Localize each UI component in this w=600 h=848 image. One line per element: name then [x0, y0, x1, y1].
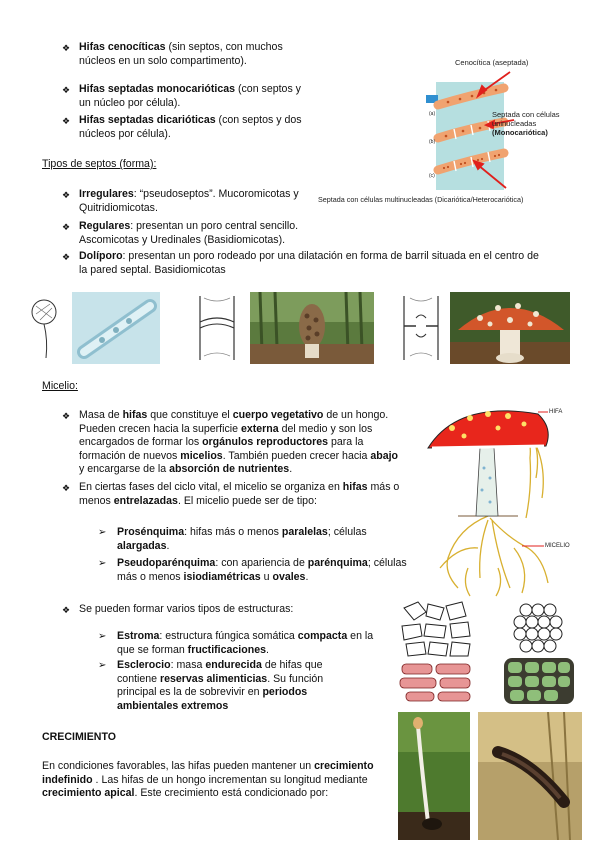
- tissue-prosenquima: Prosénquima: hifas más o menos paralelas; células alargadas.: [117, 526, 367, 552]
- hyphae-term: Hifas septadas monocarióticas: [79, 83, 236, 95]
- bullet-diamond-icon: ❖: [62, 190, 71, 200]
- bold-term: micelios: [180, 449, 223, 462]
- septa-term: Irregulares: [79, 188, 134, 200]
- hyphae-types-figure: [318, 50, 580, 210]
- hyphae-description: (con septos y un núcleo por célula).: [79, 83, 301, 109]
- bold-term: periodos ambientales extremos: [117, 686, 308, 712]
- label-monocariotica-1: Septada con células: [492, 110, 560, 119]
- micelio-heading: Micelio:: [42, 380, 78, 392]
- septa-term: Regulares: [79, 220, 131, 232]
- mark-b: (b): [429, 139, 436, 145]
- bold-term: crecimiento indefinido: [42, 760, 374, 786]
- dolipore-septum-drawing: [396, 292, 446, 364]
- mark-a: (a): [429, 111, 436, 117]
- septa-term: Dolíporo: [79, 250, 123, 262]
- crecimiento-paragraph: En condiciones favorables, las hifas pueden mantener un crecimiento indefinido . Las hifas de un hongo incrementan su longitud mediante crecimiento apical. Este crecimiento está condicionado por:: [42, 760, 374, 799]
- ergot-photo: [478, 712, 582, 840]
- structures-intro: Se pueden formar varios tipos de estructuras:: [79, 603, 294, 615]
- bold-term: endurecida: [205, 659, 262, 671]
- bullet-diamond-icon: ❖: [62, 605, 71, 615]
- prosenchyma-drawing: [396, 598, 478, 706]
- bold-term: Pseudoparénquima: [117, 557, 216, 569]
- bullet-diamond-icon: ❖: [62, 483, 71, 493]
- list-item: [79, 41, 319, 68]
- cordyceps-photo: [398, 712, 470, 840]
- hyphae-description: (con septos y dos núcleos por célula).: [79, 114, 302, 140]
- irregular-septum-photo: [72, 292, 160, 364]
- label-dicariotica: Septada con células multinucleadas (Dicariótica/Heterocariótica): [318, 195, 524, 204]
- bold-term: orgánulos reproductores: [202, 436, 329, 448]
- label-micelio: MICELIO: [545, 543, 570, 549]
- irregular-septum-drawing: [30, 292, 68, 360]
- bullet-diamond-icon: ❖: [62, 252, 71, 262]
- morel-photo: [250, 292, 374, 364]
- arrow-bullet-icon: ➢: [98, 660, 107, 671]
- regular-septum-drawing: [190, 292, 244, 364]
- bold-term: compacta: [297, 630, 348, 642]
- hyphae-term: Hifas septadas dicarióticas: [79, 114, 216, 126]
- bold-term: abajo: [370, 449, 398, 462]
- bold-term: isiodiamétricas: [183, 570, 261, 583]
- mark-c: (c): [429, 173, 435, 179]
- list-item: [79, 114, 304, 141]
- label-hifa: HIFA: [549, 409, 563, 415]
- bold-term: reservas alimenticias: [160, 672, 268, 685]
- arrow-bullet-icon: ➢: [98, 631, 107, 642]
- list-item: [79, 220, 347, 247]
- bold-term: entrelazadas: [113, 494, 178, 507]
- bold-term: paralelas: [281, 526, 328, 538]
- bullet-diamond-icon: ❖: [62, 222, 71, 232]
- septa-description: : “pseudoseptos”. Mucoromicotas y Quitridiomicotas.: [79, 188, 299, 214]
- bullet-diamond-icon: ❖: [62, 85, 71, 95]
- micelio-paragraph-1: Masa de hifas que constituye el cuerpo vegetativo de un hongo. Pueden crecen hacia la superficie externa del medio y son los encargados de formar los orgánulos reproductores para la formación de nuevos micelios. También pueden crecer hacia abajo y encargarse de la absorción de nutrientes.: [79, 409, 398, 475]
- bold-term: parénquima: [307, 557, 368, 569]
- bold-term: crecimiento apical: [42, 787, 135, 799]
- hyphae-description: (sin septos, con muchos núcleos en un solo compartimento).: [79, 41, 283, 67]
- pseudoparenchyma-drawing: [496, 598, 578, 706]
- septa-description: : presentan un poro rodeado por una dilatación en forma de barril situada en el centro de la pared septal. Basidiomicotas: [79, 250, 539, 276]
- label-cenocitica: Cenocítica (aseptada): [455, 58, 529, 67]
- arrow-bullet-icon: ➢: [98, 527, 107, 538]
- arrow-bullet-icon: ➢: [98, 558, 107, 569]
- amanita-photo: [450, 292, 570, 364]
- structure-estroma: Estroma: estructura fúngica somática compacta en la que se forman fructificaciones.: [117, 630, 374, 656]
- bold-term: alargadas: [117, 539, 167, 552]
- bold-term: Esclerocio: [117, 659, 171, 671]
- mushroom-diagram: [418, 398, 578, 598]
- septa-heading: Tipos de septos (forma):: [42, 158, 157, 170]
- bold-term: Estroma: [117, 630, 160, 642]
- structure-esclerocio: Esclerocio: masa endurecida de hifas que contiene reservas alimenticias. Su función principal es la de sobrevivir en periodos ambientales extremos: [117, 659, 324, 712]
- hyphae-term: Hifas cenocíticas: [79, 41, 166, 53]
- bold-term: fructificaciones: [187, 643, 266, 656]
- micelio-paragraph-2: En ciertas fases del ciclo vital, el micelio se organiza en hifas más o menos entrelazadas. El micelio puede ser de tipo:: [79, 481, 400, 507]
- tissue-pseudoparenquima: Pseudoparénquima: con apariencia de parénquima; células más o menos isiodiamétricas u ovales.: [117, 557, 407, 583]
- septa-description: : presentan un poro central sencillo. Ascomicotas y Uredinales (Basidiomicotas).: [79, 220, 299, 246]
- label-monocariotica-3: (Monocariótica): [492, 128, 548, 137]
- bold-term: externa: [240, 422, 279, 435]
- list-item: [79, 188, 301, 215]
- bold-term: Prosénquima: [117, 526, 185, 538]
- bullet-diamond-icon: ❖: [62, 411, 71, 421]
- bold-term: hifas: [122, 409, 148, 421]
- label-monocariotica-2: uninucleadas: [492, 119, 537, 128]
- bold-term: absorción de nutrientes: [169, 463, 290, 475]
- list-item: [79, 83, 314, 110]
- bold-term: hifas: [342, 481, 368, 493]
- bold-term: ovales: [272, 570, 306, 583]
- crecimiento-heading: CRECIMIENTO: [42, 731, 116, 743]
- bullet-diamond-icon: ❖: [62, 43, 71, 53]
- bold-term: cuerpo vegetativo: [232, 409, 324, 421]
- mushroom-mycelium-figure: [418, 398, 578, 598]
- list-item: [79, 250, 549, 277]
- bullet-diamond-icon: ❖: [62, 116, 71, 126]
